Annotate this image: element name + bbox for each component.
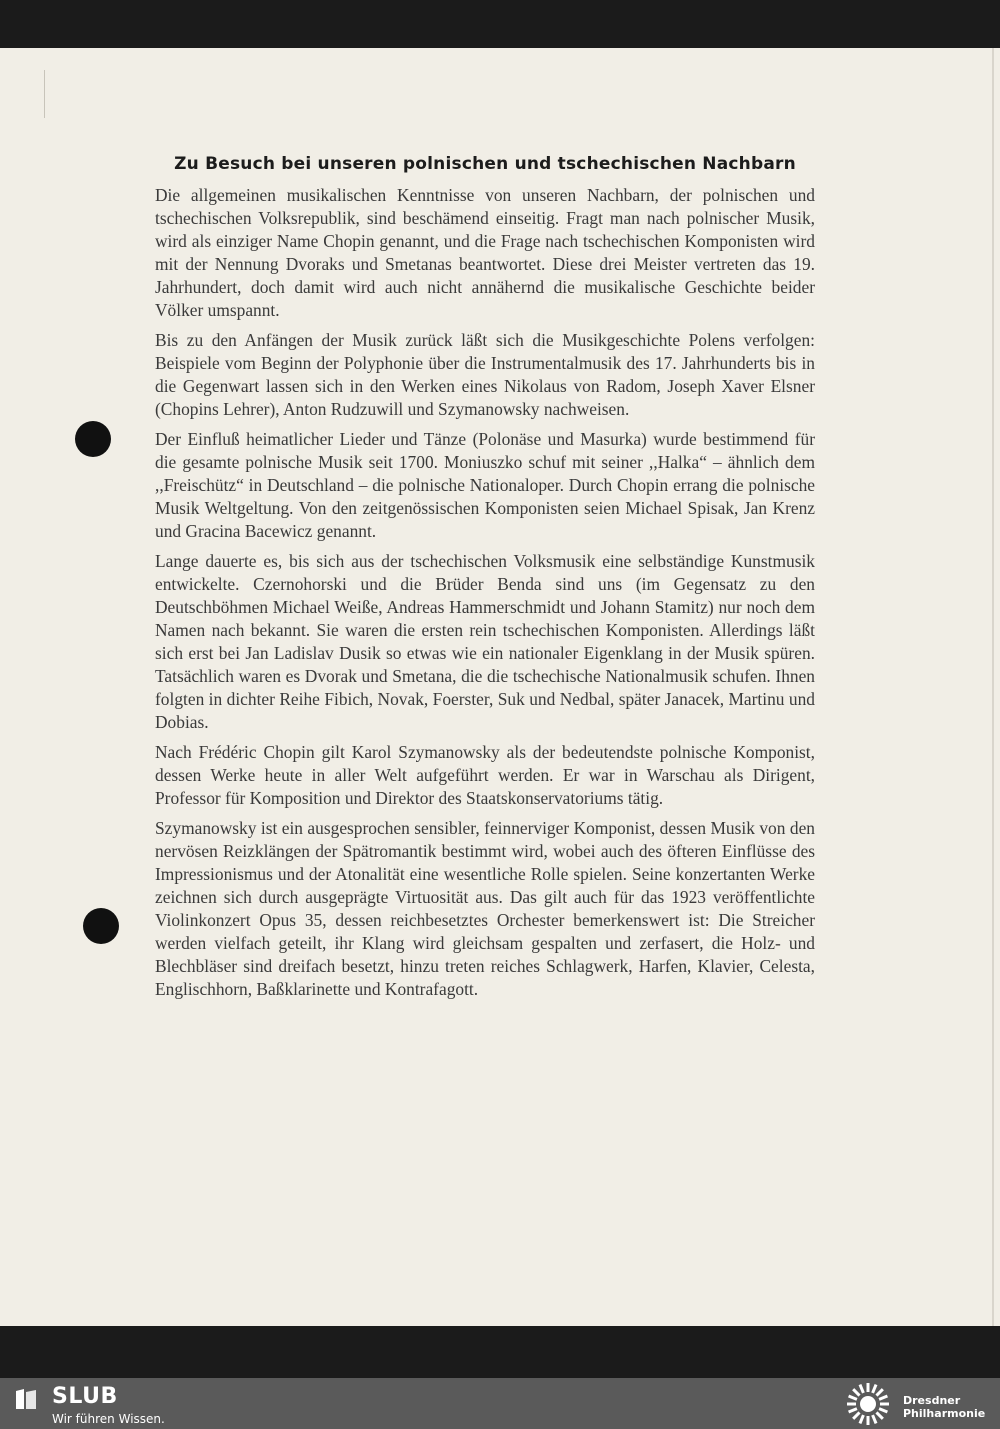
slub-name[interactable]: SLUB <box>52 1384 118 1409</box>
article-body <box>155 184 815 1008</box>
paper-crease-line <box>44 70 45 118</box>
punch-hole-icon <box>83 908 119 944</box>
paragraph: Szymanowsky ist ein ausgesprochen sensibler, feinnerviger Komponist, dessen Musik von den nervösen Reizklängen der Spätromantik bestimmt wird, wobei auch des öfteren Einflüsse des Impressionismus und der Atonalität eine wesentliche Rolle spielen. Seine konzertanten Werke zeichnen sich durch ausgeprägte Virtuosität aus. Das gilt auch für das 1923 veröffentlichte Violinkonzert Opus 35, dessen reichbesetztes Orchester bemerkenswert ist: Die Streicher werden vielfach geteilt, ihr Klang wird gleichsam gespalten und zerfasert, die Holz- und Blechbläser sind dreifach besetzt, hinzu treten reiches Schlagwerk, Harfen, Klavier, Celesta, Englischhorn, Baßklarinette und Kontrafagott. <box>155 818 815 999</box>
scan-top-border <box>0 0 1000 48</box>
article-heading: Zu Besuch bei unseren polnischen und tschechischen Nachbarn <box>174 154 796 174</box>
scan-bottom-border <box>0 1326 1000 1378</box>
slub-slogan: Wir führen Wissen. <box>52 1412 165 1426</box>
partner-name-line1: Dresdner <box>903 1394 961 1407</box>
partner-name[interactable] <box>903 1394 985 1420</box>
slub-logo-icon[interactable] <box>14 1387 38 1411</box>
paragraph: Der Einfluß heimatlicher Lieder und Tänze (Polonäse und Masurka) wurde bestimmend für die gesamte polnische Musik seit 1700. Moniuszko schuf mit seiner ,,Halka“ – ähnlich dem ,,Freischütz“ in Deutschland – die polnische Nationaloper. Durch Chopin errang die polnische Musik Weltgeltung. Von den zeitgenössischen Komponisten seien Michael Spisak, Jan Krenz und Gracina Bacewicz genannt. <box>155 429 815 541</box>
punch-hole-icon <box>75 421 111 457</box>
paragraph: Lange dauerte es, bis sich aus der tschechischen Volksmusik eine selbständige Kunstmusik entwickelte. Czernohorski und die Brüder Benda sind uns (im Gegensatz zu den Deutschböhmen Michael Weiße, Andreas Hammerschmidt und Johann Stamitz) nur noch dem Namen nach bekannt. Sie waren die ersten rein tschechischen Komponisten. Allerdings läßt sich erst bei Jan Ladislav Dusik so etwas wie ein nationaler Eigenklang in der Musik spüren. Tatsächlich waren es Dvorak und Smetana, die die tschechische Nationalmusik schufen. Ihnen folgten in dichter Reihe Fibich, Novak, Foerster, Suk und Nedbal, später Janacek, Martinu und Dobias. <box>155 551 815 732</box>
dresdner-philharmonie-logo-icon[interactable] <box>842 1380 894 1428</box>
footer-bar <box>0 1378 1000 1429</box>
paragraph: Nach Frédéric Chopin gilt Karol Szymanowsky als der bedeutendste polnische Komponist, dessen Werke heute in aller Welt aufgeführt werden. Er war in Warschau als Dirigent, Professor für Komposition und Direktor des Staatskonservatoriums tätig. <box>155 742 815 808</box>
paper-edge-line <box>992 48 994 1326</box>
partner-name-line2: Philharmonie <box>903 1407 986 1420</box>
paragraph: Bis zu den Anfängen der Musik zurück läßt sich die Musikgeschichte Polens verfolgen: Beispiele vom Beginn der Polyphonie über die Instrumentalmusik des 17. Jahrhunderts bis in die Gegenwart lassen sich in den Werken eines Nikolaus von Radom, Joseph Xaver Elsner (Chopins Lehrer), Anton Rudzuwill und Szymanowsky nachweisen. <box>155 330 815 419</box>
paragraph: Die allgemeinen musikalischen Kenntnisse von unseren Nachbarn, der polnischen und tschechischen Volksrepublik, sind beschämend einseitig. Fragt man nach polnischer Musik, wird als einziger Name Chopin genannt, und die Frage nach tschechischen Komponisten wird mit der Nennung Dvoraks und Smetanas beantwortet. Diese drei Meister vertreten das 19. Jahrhundert, doch damit wird auch nicht annähernd die musikalische Geschichte beider Völker umspannt. <box>155 185 815 320</box>
